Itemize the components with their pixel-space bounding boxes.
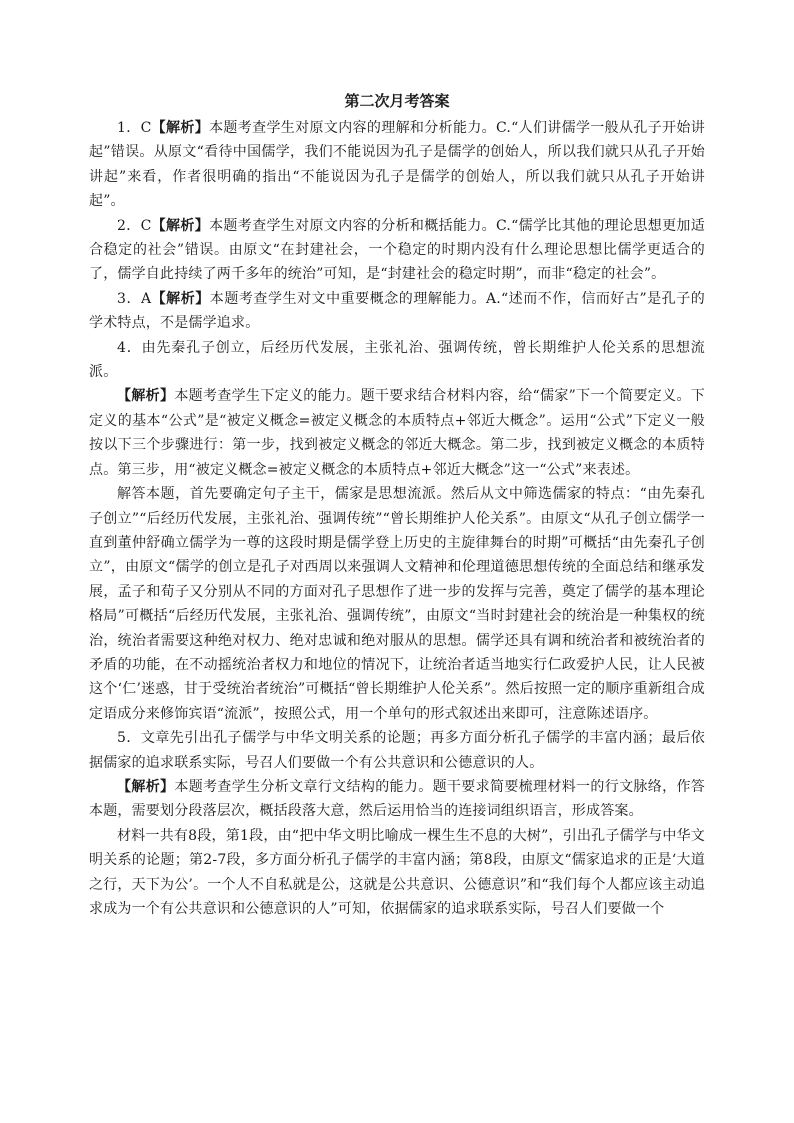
answer-4-analysis: [89, 384, 705, 482]
answer-text: 4．由先秦孔子创立，后经历代发展，主张礼治、强调传统，曾长期维护人伦关系的思想流派。: [89, 339, 705, 381]
analysis-tag: 【解析】: [151, 290, 210, 307]
answer-5-explanation: [89, 824, 705, 922]
answer-text: 本题考查学生下定义的能力。题干要求结合材料内容，给“儒家”下一个简要定义。下定义的基本“公式”是“被定义概念=被定义概念的本质特点+邻近大概念”。运用“公式”下定义一般按以下三个步骤进行：第一步，找到被定义概念的邻近大概念。第二步，找到被定义概念的本质特点。第三步，用“被定义概念=被定义概念的本质特点+邻近大概念”这一“公式”来表述。: [89, 388, 705, 478]
answer-5-analysis: [89, 775, 705, 824]
answer-4: [89, 336, 705, 385]
document-title: 第二次月考答案: [344, 92, 450, 110]
answer-text: 5．文章先引出孔子儒学与中华文明关系的论题；再多方面分析孔子儒学的丰富内涵；最后依据儒家的追求联系实际，号召人们要做一个有公共意识和公德意识的人。: [89, 730, 705, 771]
analysis-tag: 【解析】: [151, 217, 210, 234]
answer-document: [89, 90, 705, 921]
answer-5: [89, 726, 705, 775]
answer-2: [89, 214, 705, 287]
answer-number: 2．C: [117, 217, 152, 234]
answer-number: 1．C: [117, 120, 152, 136]
answer-4-explanation: [89, 482, 705, 726]
analysis-tag: 【解析】: [117, 388, 175, 405]
answer-text: 本题考查学生对原文内容的理解和分析能力。C.“人们讲儒学一般从孔子开始讲起”错误。从原文“看待中国儒学，我们不能说因为孔子是儒学的创始人，所以我们就只从孔子开始讲起”来看，作者很明确的指出“不能说因为孔子是儒学的创始人，所以我们就只从孔子开始讲起”。: [89, 120, 705, 210]
answer-number: 3．A: [117, 290, 152, 307]
answer-text: 材料一共有8段，第1段，由“把中华文明比喻成一棵生生不息的大树”，引出孔子儒学与中华文明关系的论题；第2-7段，多方面分析孔子儒学的丰富内涵；第8段，由原文“儒家追求的正是‘大道之行，天下为公’。一个人不自私就是公，这就是公共意识、公德意识”和“我们每个人都应该主动追求成为一个有公共意识和公德意识的人”可知，依据儒家的追求联系实际，号召人们要做一个: [89, 827, 705, 917]
answer-text: 本题考查学生对原文内容的分析和概括能力。C.“儒学比其他的理论思想更加适合稳定的社会”错误。由原文“在封建社会，一个稳定的时期内没有什么理论思想比儒学更适合的了，儒学自此持续了两千多年的统治”可知，是“封建社会的稳定时期”，而非“稳定的社会”。: [89, 217, 705, 283]
answer-text: 解答本题，首先要确定句子主干，儒家是思想流派。然后从文中筛选儒家的特点：“由先秦孔子创立”“后经历代发展，主张礼治、强调传统”“曾长期维护人伦关系”。由原文“从孔子创立儒学一直到董仲舒确立儒学为一尊的这段时期是儒学登上历史的主旋律舞台的时期”可概括“由先秦孔子创立”，由原文“儒学的创立是孔子对西周以来强调人文精神和伦理道德思想传统的全面总结和继承发展，孟子和荀子又分别从不同的方面对孔子思想作了进一步的发挥与完善，奠定了儒学的基本理论格局”可概括“后经历代发展，主张礼治、强调传统”，由原文“当时封建社会的统治是一种集权的统治，统治者需要这种绝对权力、绝对忠诚和绝对服从的思想。儒学还具有调和统治者和被统治者的矛盾的功能，在不动摇统治者权力和地位的情况下，让统治者适当地实行仁政爱护人民，让人民被这个‘仁’迷惑，甘于受统治者统治”可概括“曾长期维护人伦关系”。然后按照一定的顺序重新组合成定语成分来修饰宾语“流派”，按照公式，用一个单句的形式叙述出来即可，注意陈述语序。: [89, 486, 705, 722]
answer-text: 本题考查学生分析文章行文结构的能力。题干要求简要梳理材料一的行文脉络，作答本题，需要划分段落层次，概括段落大意，然后运用恰当的连接词组织语言，形成答案。: [89, 778, 705, 820]
analysis-tag: 【解析】: [117, 778, 175, 795]
answer-3: [89, 287, 705, 336]
analysis-tag: 【解析】: [151, 120, 210, 136]
answer-text: 本题考查学生对文中重要概念的理解能力。A.“述而不作，信而好古”是孔子的学术特点，不是儒学追求。: [89, 290, 705, 332]
answer-1: [89, 116, 705, 214]
